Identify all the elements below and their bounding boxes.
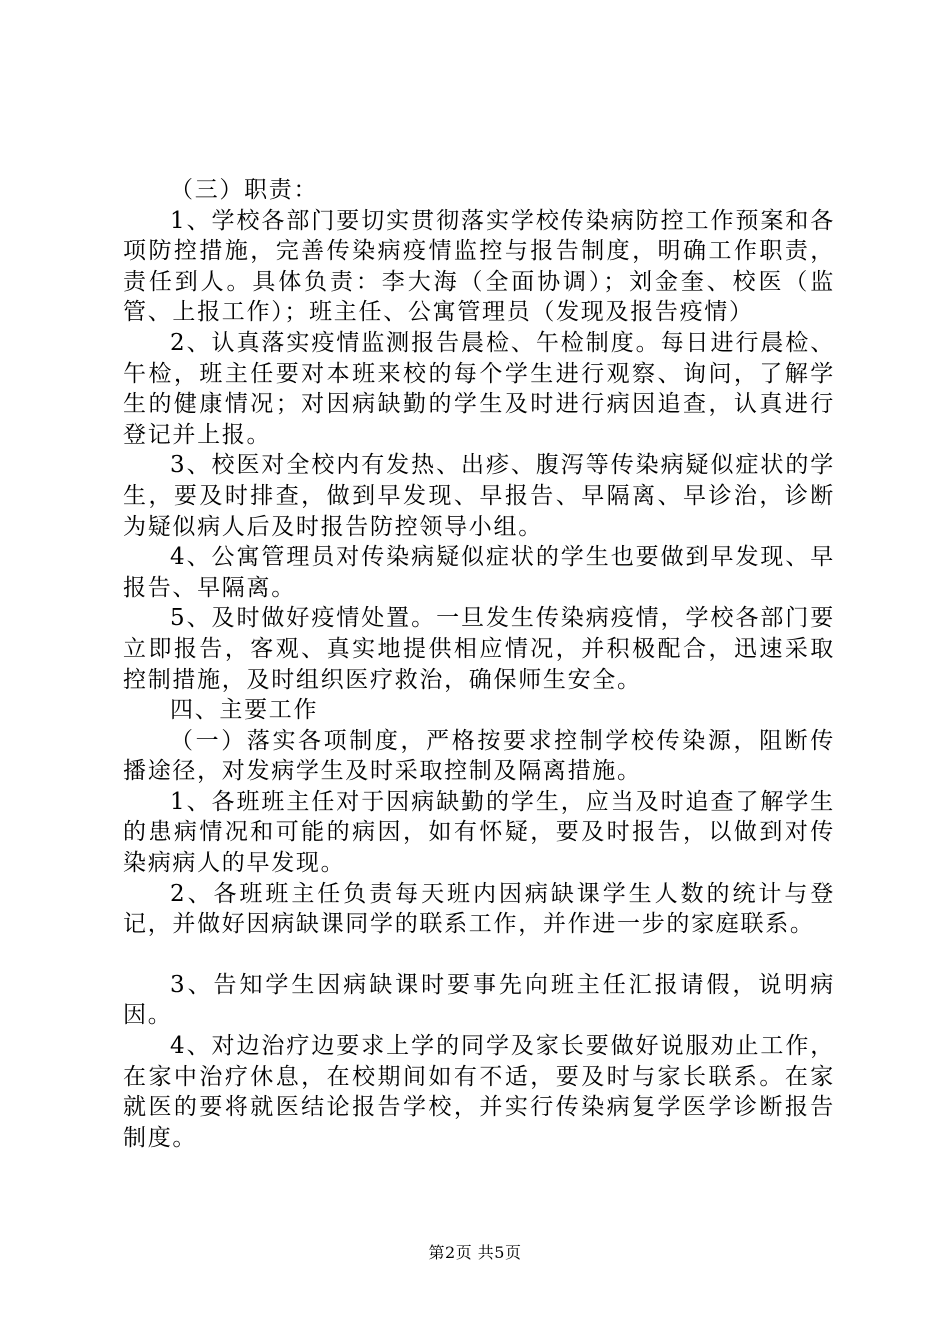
- paragraph-duty-3: 3、校医对全校内有发热、出疹、腹泻等传染病疑似症状的学生，要及时排查，做到早发现、早报告、早隔离、早诊治，诊断为疑似病人后及时报告防控领导小组。: [123, 452, 835, 540]
- paragraph-duties-heading: （三）职责：: [170, 177, 319, 203]
- paragraph-work-1: 1、各班班主任对于因病缺勤的学生，应当及时追查了解学生的患病情况和可能的病因，如有怀疑，要及时报告，以做到对传染病病人的早发现。: [123, 788, 835, 877]
- paragraph-work-4: 4、对边治疗边要求上学的同学及家长要做好说服劝止工作，在家中治疗休息，在校期间如有不适，要及时与家长联系。在家就医的要将就医结论报告学校，并实行传染病复学医学诊断报告制度。: [123, 1033, 835, 1151]
- page-number-footer: 第2页 共5页: [428, 1243, 522, 1262]
- paragraph-duty-4: 4、公寓管理员对传染病疑似症状的学生也要做到早发现、早报告、早隔离。: [123, 544, 835, 601]
- paragraph-subsection-1: （一）落实各项制度，严格按要求控制学校传染源，阻断传播途径，对发病学生及时采取控制及隔离措施。: [123, 727, 835, 785]
- document-body: [123, 175, 835, 1153]
- paragraph-work-3: 3、告知学生因病缺课时要事先向班主任汇报请假，说明病因。: [123, 971, 835, 1029]
- paragraph-duty-5: 5、及时做好疫情处置。一旦发生传染病疫情，学校各部门要立即报告，客观、真实地提供相应情况，并积极配合，迅速采取控制措施，及时组织医疗救治，确保师生安全。: [123, 605, 835, 693]
- paragraph-duty-2: 2、认真落实疫情监测报告晨检、午检制度。每日进行晨检、午检，班主任要对本班来校的每个学生进行观察、询问，了解学生的健康情况；对因病缺勤的学生及时进行病因追查，认真进行登记并上报。: [123, 329, 835, 448]
- section-heading-main-work: 四、主要工作: [170, 697, 319, 724]
- paragraph-work-2: 2、各班班主任负责每天班内因病缺课学生人数的统计与登记，并做好因病缺课同学的联系工作，并作进一步的家庭联系。: [123, 880, 835, 938]
- paragraph-duty-1: 1、学校各部门要切实贯彻落实学校传染病防控工作预案和各项防控措施，完善传染病疫情监控与报告制度，明确工作职责，责任到人。具体负责：李大海（全面协调）；刘金奎、校医（监管、上报工作）；班主任、公寓管理员（发现及报告疫情）: [123, 207, 835, 326]
